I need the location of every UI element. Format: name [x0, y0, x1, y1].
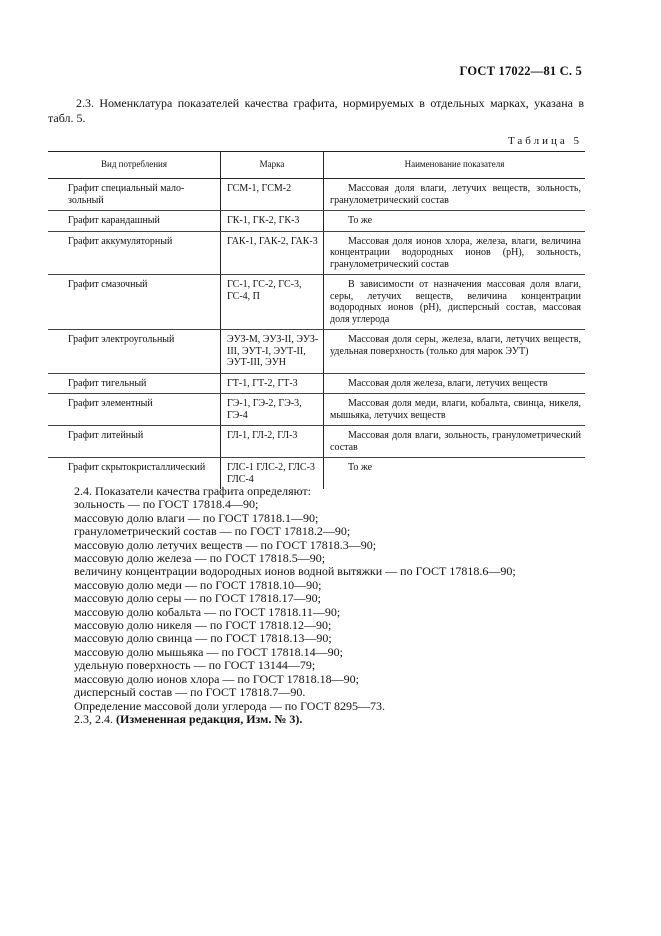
method-item: массовую долю серы — по ГОСТ 17818.17—90; — [74, 591, 322, 606]
cell-use: Графит литейный — [48, 426, 221, 458]
cell-indicator: Массовая доля ионов хлора, железа, влаги, величина концентрации водородных ионов (pH), зольность, гранулометрический состав — [324, 231, 586, 275]
table-row — [48, 330, 585, 374]
method-item: массовую долю железа — по ГОСТ 17818.5—90; — [74, 551, 326, 566]
cell-mark: ГС-1, ГС-2, ГС-3, ГС-4, П — [221, 275, 324, 330]
revision-note-bold: (Измененная редакция, Изм. № 3). — [116, 711, 303, 726]
cell-mark: ГК-1, ГК-2, ГК-3 — [221, 211, 324, 232]
cell-indicator: Массовая доля серы, железа, влаги, летучих веществ, удельная поверхность (только для марок ЭУТ) — [324, 330, 586, 374]
cell-mark: ГАК-1, ГАК-2, ГАК-3 — [221, 231, 324, 275]
method-item: массовую долю влаги — по ГОСТ 17818.1—90; — [74, 510, 319, 525]
carbon-method: Определение массовой доли углерода — по ГОСТ 8295—73. — [74, 698, 385, 713]
cell-mark: ГСМ-1, ГСМ-2 — [221, 179, 324, 211]
cell-indicator: Массовая доля железа, влаги, летучих веществ — [324, 373, 586, 394]
method-item: зольность — по ГОСТ 17818.4—90; — [74, 497, 259, 512]
cell-indicator: То же — [324, 458, 586, 490]
cell-mark: ГЭ-1, ГЭ-2, ГЭ-3, ГЭ-4 — [221, 394, 324, 426]
table-header-row — [48, 152, 585, 179]
method-item: дисперсный состав — по ГОСТ 17818.7—90. — [74, 685, 306, 700]
cell-use: Графит аккумуляторный — [48, 231, 221, 275]
method-item: гранулометрический состав — по ГОСТ 17818.2—90; — [74, 524, 351, 539]
cell-use: Графит тигельный — [48, 373, 221, 394]
cell-indicator: Массовая доля влаги, летучих веществ, зольность, гранулометрический состав — [324, 179, 586, 211]
table-row — [48, 275, 585, 330]
cell-use: Графит карандашный — [48, 211, 221, 232]
method-item: массовую долю ионов хлора — по ГОСТ 17818.18—90; — [74, 671, 359, 686]
section-2-4-title: 2.4. Показатели качества графита определяют: — [74, 484, 312, 498]
page-header: ГОСТ 17022—81 С. 5 — [459, 64, 582, 78]
cell-indicator: Массовая доля меди, влаги, кобальта, свинца, никеля, мышьяка, летучих веществ — [324, 394, 586, 426]
method-item: массовую долю летучих веществ — по ГОСТ 17818.3—90; — [74, 537, 377, 552]
section-2-3-paragraph: 2.3. Номенклатура показателей качества графита, нормируемых в отдельных марках, указана в табл. 5. — [48, 96, 584, 125]
cell-use: Графит элементный — [48, 394, 221, 426]
column-header-indicator: Наименование показателя — [324, 152, 586, 179]
cell-mark: ГЛС-1 ГЛС-2, ГЛС-3 ГЛС-4 — [221, 458, 324, 490]
table-row — [48, 231, 585, 275]
revision-note — [74, 713, 594, 726]
column-header-mark: Марка — [221, 152, 324, 179]
method-item: массовую долю свинца — по ГОСТ 17818.13—90; — [74, 631, 332, 646]
column-header-use: Вид потребления — [48, 152, 221, 179]
table-caption: Таблица 5 — [507, 135, 582, 147]
method-item: удельную поверхность — по ГОСТ 13144—79; — [74, 658, 316, 673]
cell-mark: ГТ-1, ГТ-2, ГТ-3 — [221, 373, 324, 394]
cell-use: Графит электроугольный — [48, 330, 221, 374]
table-row — [48, 426, 585, 458]
cell-indicator: Массовая доля влаги, зольность, гранулометрический состав — [324, 426, 586, 458]
cell-use: Графит скрытокристаллический — [68, 462, 206, 473]
cell-mark: ГЛ-1, ГЛ-2, ГЛ-3 — [221, 426, 324, 458]
method-item: массовую долю кобальта — по ГОСТ 17818.11—90; — [74, 604, 341, 619]
section-2-4 — [74, 485, 594, 726]
cell-indicator: То же — [324, 211, 586, 232]
table-row — [48, 211, 585, 232]
table-row — [48, 394, 585, 426]
table-row — [48, 373, 585, 394]
method-item: величину концентрации водородных ионов водной вытяжки — по ГОСТ 17818.6—90; — [74, 564, 516, 579]
table-5 — [48, 151, 585, 489]
table-row — [48, 179, 585, 211]
cell-indicator: В зависимости от назначения массовая доля влаги, серы, летучих веществ, величина концентрации водородных ионов (pH), дисперсный состав, массовая доля углерода — [324, 275, 586, 330]
method-item: массовую долю меди — по ГОСТ 17818.10—90; — [74, 577, 322, 592]
method-item: массовую долю никеля — по ГОСТ 17818.12—90; — [74, 618, 332, 633]
cell-use: Графит смазочный — [48, 275, 221, 330]
cell-use: Графит специальный мало-зольный — [48, 179, 221, 211]
cell-mark: ЭУЗ-М, ЭУЗ-II, ЭУЗ-III, ЭУТ-I, ЭУТ-II, ЭУТ-III, ЭУН — [221, 330, 324, 374]
revision-note-prefix: 2.3, 2.4. — [74, 711, 113, 726]
method-item: массовую долю мышьяка — по ГОСТ 17818.14—90; — [74, 644, 344, 659]
